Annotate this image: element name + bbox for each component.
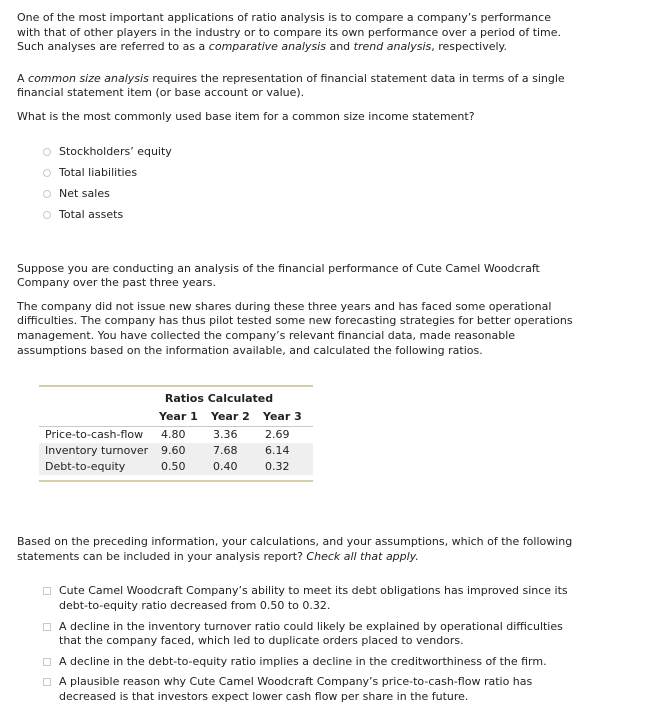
table-bottom-rule — [39, 480, 313, 482]
question-2-options — [43, 584, 573, 704]
row-label: Inventory turnover — [45, 443, 149, 457]
question-1-options — [43, 142, 577, 226]
table-row — [39, 443, 313, 459]
question-2-instruction: Check all that apply. — [306, 549, 419, 563]
table-cell: 0.50 — [161, 459, 186, 473]
ratios-table — [39, 385, 313, 482]
table-row — [39, 427, 313, 443]
scenario-paragraph: Suppose you are conducting an analysis of the financial performance of Cute Camel Woodcraft Company over the past three years. — [17, 261, 540, 290]
option-label: Total liabilities — [59, 165, 138, 179]
table-header-row — [39, 409, 313, 427]
question-1-text: What is the most commonly used base item for a common size income statement? — [17, 109, 475, 123]
table-row — [39, 459, 313, 475]
option-stockholders-equity[interactable] — [43, 142, 577, 163]
header-year-3: Year 3 — [263, 410, 302, 424]
question-2-text — [17, 535, 577, 564]
intro-text-3: , respectively. — [431, 40, 507, 54]
header-year-2: Year 2 — [211, 410, 250, 424]
option-total-assets[interactable] — [43, 205, 577, 226]
intro-text-2: and — [325, 40, 354, 54]
intro-paragraph — [17, 11, 577, 55]
row-label: Debt-to-equity — [45, 459, 126, 473]
option-label: Total assets — [59, 207, 124, 221]
table-title: Ratios Calculated — [164, 392, 274, 406]
table-cell: 3.36 — [213, 427, 238, 441]
term-common-size-analysis: common size analysis — [28, 71, 149, 85]
statement-label: A plausible reason why Cute Camel Woodcraft Company’s price-to-cash-flow ratio has decreased is that investors expect lower cash flow per share in the future. — [59, 675, 533, 703]
radio-button[interactable] — [43, 169, 51, 177]
table-cell: 0.40 — [213, 459, 238, 473]
statement-label: A decline in the debt-to-equity ratio implies a decline in the creditworthiness of the firm. — [59, 654, 547, 668]
option-label: Net sales — [59, 186, 110, 200]
table-cell: 4.80 — [161, 427, 186, 441]
table-cell: 2.69 — [265, 427, 290, 441]
checkbox[interactable] — [43, 658, 51, 666]
company-paragraph: The company did not issue new shares during these three years and has faced some operational difficulties. The company has thus pilot tested some new forecasting strategies for better operations management. You have collected the company’s relevant financial data, made reasonable assumptions based on the information available, and calculated the following ratios. — [17, 299, 573, 357]
term-trend-analysis: trend analysis — [353, 40, 432, 54]
header-year-1: Year 1 — [159, 410, 198, 424]
radio-button[interactable] — [43, 148, 51, 156]
table-cell: 9.60 — [161, 443, 186, 457]
radio-button[interactable] — [43, 211, 51, 219]
common-size-text-2: requires the representation of financial statement data in terms of a single financial statement item (or base account or value). — [17, 71, 565, 100]
statement-label: A decline in the inventory turnover ratio could likely be explained by operational difficulties that the company faced, which led to duplicate orders placed to vendors. — [59, 619, 563, 648]
table-cell: 7.68 — [213, 443, 238, 457]
table-cell: 6.14 — [265, 443, 290, 457]
option-total-liabilities[interactable] — [43, 163, 577, 184]
intro-text-1: One of the most important applications of ratio analysis is to compare a company’s performance with that of other players in the industry or to compare its own performance over a period of time. Such analyses are referred to as a — [17, 11, 562, 54]
statement-label: Cute Camel Woodcraft Company’s ability to meet its debt obligations has improved since its debt-to-equity ratio decreased from 0.50 to 0.32. — [59, 584, 568, 612]
table-cell: 0.32 — [265, 459, 290, 473]
row-label: Price-to-cash-flow — [45, 427, 144, 441]
statement-price-to-cash-flow[interactable] — [43, 675, 573, 704]
statement-debt-obligations[interactable] — [43, 584, 573, 613]
term-comparative-analysis: comparative analysis — [208, 40, 326, 54]
statement-creditworthiness[interactable] — [43, 655, 573, 670]
radio-button[interactable] — [43, 190, 51, 198]
question-page — [17, 11, 577, 710]
option-label: Stockholders’ equity — [59, 144, 172, 158]
option-net-sales[interactable] — [43, 184, 577, 205]
checkbox[interactable] — [43, 587, 51, 595]
statement-inventory-turnover[interactable] — [43, 620, 573, 649]
checkbox[interactable] — [43, 623, 51, 631]
question-2-prompt: Based on the preceding information, your calculations, and your assumptions, which of the following statements can be included in your analysis report? — [17, 535, 573, 563]
table-top-rule — [39, 385, 313, 387]
checkbox[interactable] — [43, 678, 51, 686]
common-size-paragraph — [17, 72, 577, 101]
common-size-text-1: A — [17, 71, 29, 85]
